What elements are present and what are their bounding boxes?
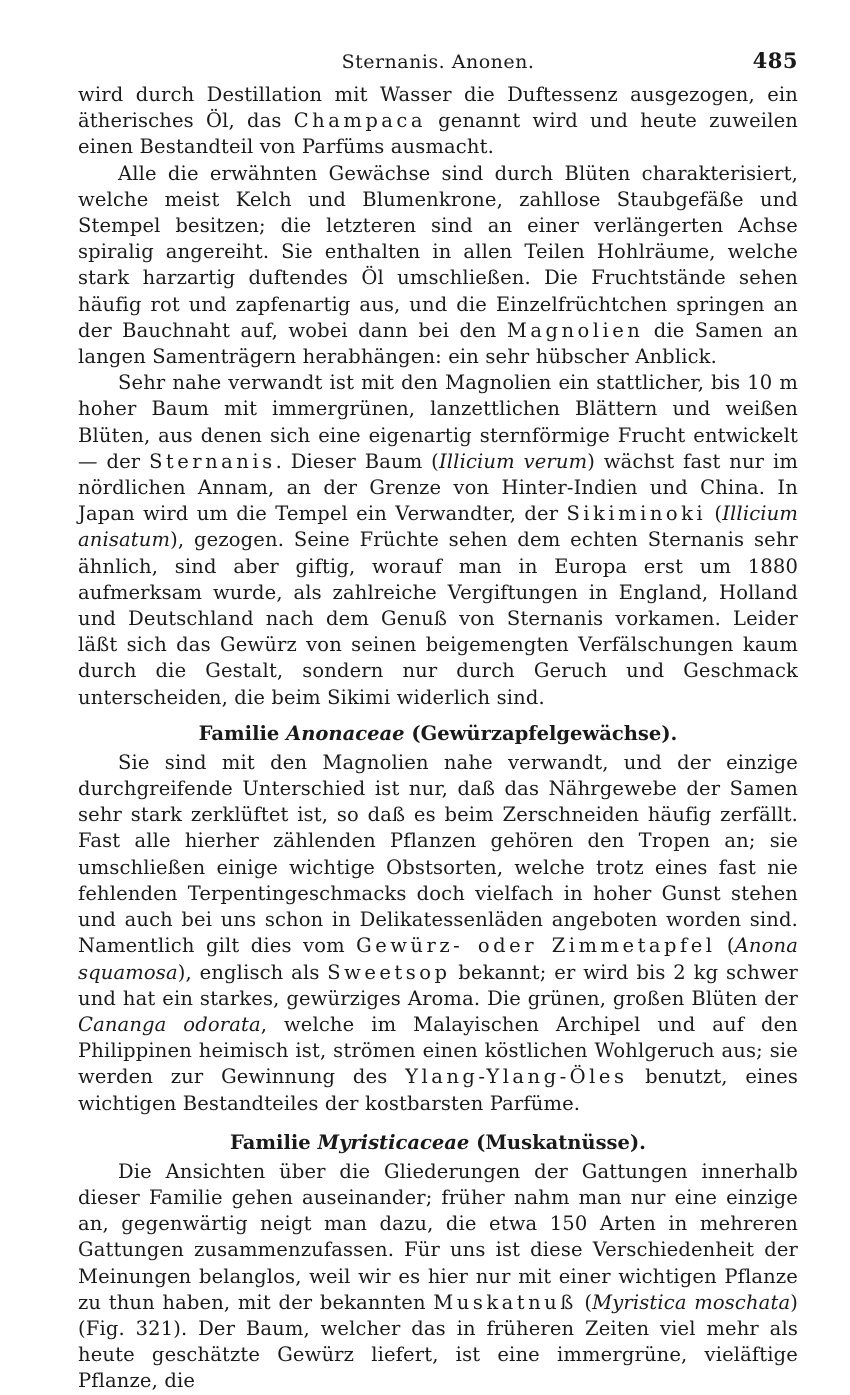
heading-myristicaceae <box>78 1130 798 1156</box>
spaced-emphasis: Sternanis <box>149 449 276 473</box>
text-run: ) wächst fast nur im nördlichen Annam, an der Grenze von Hinter-Indien und China. In Japan wird um die Tempel ein Verwandter, der <box>78 449 798 526</box>
spaced-emphasis: Muskatnuß <box>433 1290 577 1314</box>
latin-name: Myristicaceae <box>317 1130 470 1154</box>
latin-name: Illicium verum <box>438 449 588 473</box>
text-run: Die Ansichten über die Gliederungen der Gattungen innerhalb dieser Familie gehen auseinander; früher nahm man nur eine einzige an, gegenwärtig neigt man dazu, die etwa 150 Arten in mehreren Gattungen zusammenzufassen. Für uns ist diese Verschiedenheit der Meinungen belanglos, weil wir es hier nur mit einer wichtigen Pflanze zu thun haben, mit der bekannten <box>78 1159 798 1314</box>
page-number: 485 <box>752 48 798 73</box>
text-run: ( <box>715 934 735 958</box>
text-run: Sehr nahe verwandt ist mit den Magnolien ein stattlicher, bis 10 m hoher Baum mit immergrünen, lanzettlichen Blättern und weißen Blüten, aus denen sich eine eigenartig sternförmige Frucht entwickelt — der <box>78 371 798 473</box>
text-run: Familie <box>198 721 287 745</box>
paragraph-myristicaceae <box>78 1159 798 1395</box>
text-run: bekannt; er wird bis 2 kg schwer und hat ein starkes, gewürziges Aroma. Die grünen, großen Blüten der <box>78 960 798 1010</box>
paragraph-sternanis <box>78 370 798 711</box>
book-page <box>78 48 798 1395</box>
text-run: , welche im Malayischen Archipel und auf den Philippinen heimisch ist, strömen einen köstlichen Wohlgeruch aus; sie werden zur Gewinnung des <box>78 1012 798 1089</box>
running-title: Sternanis. Anonen. <box>341 51 535 73</box>
paragraph-distillation <box>78 82 798 161</box>
text-run: ( <box>576 1290 593 1314</box>
text-run: (Muskatnüsse). <box>469 1130 646 1154</box>
text-run: Alle die erwähnten Gewächse sind durch Blüten charakterisiert, welche meist Kelch und Blumenkrone, zahllose Staubgefäße und Stempel besitzen; die letzteren sind an einer verlängerten Achse spiralig angereiht. Sie enthalten in allen Teilen Hohlräume, welche stark harzartig duftendes Öl umschließen. Die Fruchtstände sehen häufig rot und zapfenartig aus, und die Einzelfrüchtchen springen an der Bauchnaht auf, wobei dann bei den <box>78 161 798 342</box>
spaced-emphasis: Magnolien <box>506 318 644 342</box>
latin-name: Anonaceae <box>286 721 405 745</box>
latin-name: Illicium anisatum <box>78 502 799 552</box>
text-run: die Samen an langen Samenträgern herabhängen: ein sehr hübscher Anblick. <box>78 318 798 369</box>
text-run: ), englisch als <box>177 960 328 984</box>
text-run: ) (Fig. 321). Der Baum, welcher das in früheren Zeiten viel mehr als heute geschätzte Gewürz liefert, ist eine immergrüne, vieläftige Pflanze, die <box>78 1290 798 1393</box>
text-run: benutzt, eines wichtigen Bestandteiles der kostbarsten Parfüme. <box>78 1065 798 1115</box>
text-run: ), gezogen. Seine Früchte sehen dem echten Sternanis sehr ähnlich, sind aber giftig, worauf man in Europa erst um 1880 aufmerksam wurde, als zahlreiche Vergiftungen in England, Holland und Deutschland nach dem Genuß von Sternanis vorkamen. Leider läßt sich das Gewürz von seinen beigemengten Verfälschungen kaum durch die Gestalt, sondern nur durch Geruch und Geschmack unterscheiden, die beim Sikimi widerlich sind. <box>78 528 798 709</box>
text-run: . Dieser Baum ( <box>275 449 439 473</box>
text-run: Familie <box>230 1130 318 1154</box>
text-run: genannt wird und heute zuweilen einen Bestandteil von Parfüms ausmacht. <box>78 109 798 159</box>
spaced-emphasis: Sikiminoki <box>566 502 707 526</box>
spaced-emphasis: Sweetsop <box>327 960 451 984</box>
text-run: wird durch Destillation mit Wasser die Duftessenz ausgezogen, ein ätherisches Öl, das <box>78 83 798 133</box>
text-run: ( <box>706 502 723 526</box>
heading-anonaceae <box>78 721 798 747</box>
latin-name: Cananga odorata <box>78 1012 261 1036</box>
latin-name: Myristica moschata <box>592 1290 791 1314</box>
latin-name: Anona squamosa <box>78 934 799 984</box>
paragraph-blossoms <box>78 161 798 371</box>
text-run: (Gewürzapfelgewächse). <box>404 721 678 745</box>
paragraph-anonaceae <box>78 750 798 1117</box>
spaced-emphasis: Gewürz- oder Zimmetapfel <box>356 934 716 958</box>
text-run: Sie sind mit den Magnolien nahe verwandt, und der einzige durchgreifende Unterschied ist nur, daß das Nährgewebe der Samen sehr stark zerklüftet ist, so daß es beim Zerschneiden häufig zerfällt. Fast alle hierher zählenden Pflanzen gehören den Tropen an; sie umschließen einige wichtige Obstsorten, welche trotz eines fast nie fehlenden Terpentingeschmacks doch vielfach in hoher Gunst stehen und auch bei uns schon in Delikatessenläden angeboten worden sind. Namentlich gilt dies vom <box>78 750 798 958</box>
running-head <box>78 48 798 82</box>
spaced-emphasis: Ylang-Ylang-Öles <box>405 1065 628 1089</box>
spaced-emphasis: Champaca <box>293 109 426 133</box>
